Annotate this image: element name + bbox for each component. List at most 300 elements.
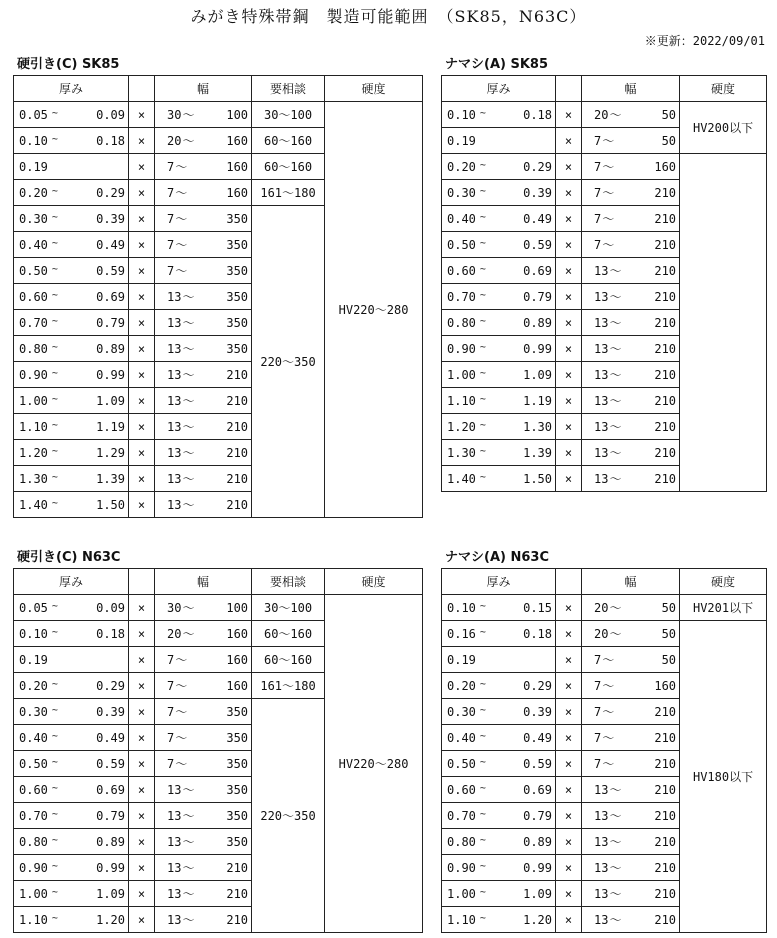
tilde-mark: ~ xyxy=(479,912,486,924)
thickness-range xyxy=(442,388,507,414)
width-range xyxy=(582,310,622,336)
thickness-from: 0.40 xyxy=(447,211,476,226)
width-range xyxy=(582,829,622,855)
thickness-from: 1.10 xyxy=(447,393,476,408)
width-range xyxy=(582,803,622,829)
width-to: 350 xyxy=(190,725,252,751)
width-to: 210 xyxy=(190,362,252,388)
width-to: 350 xyxy=(190,803,252,829)
width-from: 13 xyxy=(167,887,182,901)
thickness-range xyxy=(442,440,507,466)
thickness-range xyxy=(442,673,507,699)
tilde-mark: 〜 xyxy=(182,783,195,797)
times-sign: × xyxy=(129,466,155,492)
thickness-from: 0.90 xyxy=(19,860,48,875)
tilde-mark: ~ xyxy=(51,886,58,898)
tilde-mark: ~ xyxy=(51,341,58,353)
tilde-mark: 〜 xyxy=(175,653,188,667)
width-range xyxy=(155,284,195,310)
tilde-mark: ~ xyxy=(479,782,486,794)
thickness-to: 1.09 xyxy=(79,388,129,414)
thickness-range xyxy=(442,128,507,154)
tilde-mark: ~ xyxy=(51,211,58,223)
width-range xyxy=(155,310,195,336)
tilde-mark: ~ xyxy=(51,834,58,846)
thickness-to: 0.15 xyxy=(507,595,556,621)
width-range xyxy=(155,803,195,829)
width-to: 350 xyxy=(190,284,252,310)
thickness-from: 1.40 xyxy=(447,471,476,486)
width-to: 350 xyxy=(190,206,252,232)
tilde-mark: ~ xyxy=(479,886,486,898)
consult-range: 161〜180 xyxy=(252,673,325,699)
width-from: 13 xyxy=(594,783,609,797)
times-sign: × xyxy=(556,751,582,777)
tilde-mark: 〜 xyxy=(182,290,195,304)
width-range xyxy=(155,492,195,518)
tilde-mark: ~ xyxy=(479,289,486,301)
times-sign: × xyxy=(129,751,155,777)
thickness-range xyxy=(14,232,79,258)
width-from: 13 xyxy=(167,472,182,486)
width-range xyxy=(582,907,622,933)
thickness-to: 0.09 xyxy=(79,102,129,128)
times-sign: × xyxy=(129,206,155,232)
width-from: 7 xyxy=(167,705,175,719)
width-to: 160 xyxy=(190,673,252,699)
tilde-mark: 〜 xyxy=(175,160,188,174)
width-to: 350 xyxy=(190,336,252,362)
table-row xyxy=(442,621,767,647)
width-to: 210 xyxy=(190,440,252,466)
thickness-from: 0.05 xyxy=(19,107,48,122)
times-sign: × xyxy=(129,102,155,128)
tilde-mark: 〜 xyxy=(609,394,622,408)
times-sign: × xyxy=(556,621,582,647)
width-to: 350 xyxy=(190,751,252,777)
tilde-mark: 〜 xyxy=(609,446,622,460)
width-range xyxy=(155,751,190,777)
times-sign: × xyxy=(129,258,155,284)
thickness-range xyxy=(14,154,79,180)
thickness-to: 0.39 xyxy=(79,699,129,725)
table-row xyxy=(14,595,423,621)
header-hardness: 硬度 xyxy=(325,76,423,102)
thickness-from: 0.50 xyxy=(447,237,476,252)
times-sign: × xyxy=(129,180,155,206)
thickness-from: 1.40 xyxy=(19,497,48,512)
hardness-value: HV201以下 xyxy=(680,595,767,621)
thickness-range xyxy=(14,595,79,621)
width-to: 210 xyxy=(617,777,680,803)
updated-date: ※更新：2022/09/01 xyxy=(644,34,765,48)
times-sign: × xyxy=(556,803,582,829)
consult-range: 30〜100 xyxy=(252,595,325,621)
thickness-from: 0.60 xyxy=(447,782,476,797)
times-sign: × xyxy=(129,154,155,180)
times-sign: × xyxy=(556,414,582,440)
width-from: 13 xyxy=(167,783,182,797)
thickness-to: 0.89 xyxy=(79,336,129,362)
tilde-mark: ~ xyxy=(51,756,58,768)
width-from: 20 xyxy=(594,601,609,615)
header-thickness: 厚み xyxy=(14,76,129,102)
thickness-to: 1.30 xyxy=(507,414,556,440)
thickness-to: 0.29 xyxy=(507,673,556,699)
thickness-from: 0.90 xyxy=(19,367,48,382)
thickness-to: 1.09 xyxy=(79,881,129,907)
width-to: 210 xyxy=(617,180,680,206)
times-sign: × xyxy=(129,881,155,907)
width-to: 210 xyxy=(190,388,252,414)
tilde-mark: ~ xyxy=(479,211,486,223)
width-range xyxy=(155,621,195,647)
tilde-mark: 〜 xyxy=(609,368,622,382)
tilde-mark: 〜 xyxy=(175,186,188,200)
width-from: 13 xyxy=(594,368,609,382)
times-sign: × xyxy=(556,829,582,855)
times-sign: × xyxy=(556,310,582,336)
thickness-from: 0.70 xyxy=(19,808,48,823)
width-to: 210 xyxy=(617,440,680,466)
times-sign: × xyxy=(129,232,155,258)
width-from: 13 xyxy=(167,342,182,356)
thickness-to: 0.89 xyxy=(507,310,556,336)
thickness-to: 0.99 xyxy=(79,362,129,388)
thickness-range xyxy=(442,310,507,336)
times-sign: × xyxy=(129,595,155,621)
thickness-range xyxy=(14,777,79,803)
tilde-mark: ~ xyxy=(479,419,486,431)
tilde-mark: ~ xyxy=(479,704,486,716)
thickness-to: 1.19 xyxy=(507,388,556,414)
tilde-mark: ~ xyxy=(479,808,486,820)
thickness-to: 0.49 xyxy=(79,725,129,751)
tilde-mark: 〜 xyxy=(182,472,195,486)
tilde-mark: 〜 xyxy=(182,887,195,901)
times-sign: × xyxy=(556,232,582,258)
thickness-to: 1.20 xyxy=(507,907,556,933)
tilde-mark: 〜 xyxy=(602,160,615,174)
tilde-mark: ~ xyxy=(51,782,58,794)
width-from: 20 xyxy=(167,627,182,641)
times-sign: × xyxy=(129,284,155,310)
thickness-from: 0.60 xyxy=(19,289,48,304)
thickness-to: 0.59 xyxy=(79,751,129,777)
width-from: 7 xyxy=(594,238,602,252)
width-from: 7 xyxy=(594,160,602,174)
thickness-to: 0.59 xyxy=(79,258,129,284)
tilde-mark: 〜 xyxy=(182,861,195,875)
tilde-mark: ~ xyxy=(51,678,58,690)
header-width: 幅 xyxy=(582,76,680,102)
thickness-from: 0.90 xyxy=(447,341,476,356)
thickness-from: 1.20 xyxy=(19,445,48,460)
thickness-range xyxy=(14,647,79,673)
thickness-from: 0.40 xyxy=(19,730,48,745)
width-range xyxy=(155,206,190,232)
width-from: 13 xyxy=(594,809,609,823)
thickness-range xyxy=(442,102,507,128)
thickness-range xyxy=(14,673,79,699)
thickness-to: 0.18 xyxy=(507,621,556,647)
width-from: 13 xyxy=(594,835,609,849)
width-from: 13 xyxy=(594,472,609,486)
width-from: 7 xyxy=(167,186,175,200)
thickness-range xyxy=(442,180,507,206)
width-range xyxy=(582,232,617,258)
times-sign: × xyxy=(129,414,155,440)
thickness-range xyxy=(442,414,507,440)
tilde-mark: 〜 xyxy=(609,472,622,486)
thickness-from: 0.20 xyxy=(19,185,48,200)
section-heading: 硬引き(C) N63C xyxy=(17,550,121,565)
thickness-range xyxy=(14,881,79,907)
thickness-to: 0.99 xyxy=(507,855,556,881)
tilde-mark: ~ xyxy=(51,912,58,924)
width-from: 13 xyxy=(594,394,609,408)
width-to: 210 xyxy=(617,388,680,414)
thickness-to: 0.99 xyxy=(79,855,129,881)
width-from: 13 xyxy=(594,264,609,278)
times-sign: × xyxy=(556,881,582,907)
width-range xyxy=(155,232,190,258)
thickness-from: 0.19 xyxy=(19,652,48,667)
width-range xyxy=(582,388,622,414)
times-sign: × xyxy=(129,492,155,518)
thickness-from: 0.50 xyxy=(19,756,48,771)
tilde-mark: 〜 xyxy=(175,705,188,719)
thickness-to: 1.09 xyxy=(507,362,556,388)
tilde-mark: 〜 xyxy=(609,861,622,875)
tilde-mark: ~ xyxy=(479,445,486,457)
thickness-from: 0.10 xyxy=(447,600,476,615)
times-sign: × xyxy=(556,102,582,128)
thickness-to: 0.49 xyxy=(507,206,556,232)
width-to: 210 xyxy=(617,206,680,232)
thickness-from: 0.80 xyxy=(447,315,476,330)
width-to: 160 xyxy=(617,673,680,699)
tilde-mark: ~ xyxy=(479,730,486,742)
thickness-range xyxy=(14,440,79,466)
header-hardness: 硬度 xyxy=(325,569,423,595)
width-to: 210 xyxy=(190,492,252,518)
width-range xyxy=(155,258,190,284)
thickness-from: 1.00 xyxy=(19,393,48,408)
table-row xyxy=(442,102,767,128)
width-range xyxy=(155,725,190,751)
thickness-from: 0.90 xyxy=(447,860,476,875)
thickness-from: 0.40 xyxy=(447,730,476,745)
tilde-mark: 〜 xyxy=(602,679,615,693)
times-sign: × xyxy=(129,803,155,829)
thickness-from: 0.70 xyxy=(447,289,476,304)
tilde-mark: 〜 xyxy=(182,809,195,823)
times-sign: × xyxy=(556,440,582,466)
times-sign: × xyxy=(129,621,155,647)
width-range xyxy=(155,829,195,855)
tilde-mark: ~ xyxy=(479,860,486,872)
consult-range: 60〜160 xyxy=(252,621,325,647)
thickness-to: 1.09 xyxy=(507,881,556,907)
times-sign: × xyxy=(556,673,582,699)
thickness-to: 1.50 xyxy=(79,492,129,518)
width-from: 30 xyxy=(167,601,182,615)
thickness-to: 0.39 xyxy=(507,180,556,206)
times-sign: × xyxy=(556,180,582,206)
width-from: 7 xyxy=(167,679,175,693)
hardness-value: HV200以下 xyxy=(680,102,767,154)
width-from: 7 xyxy=(167,264,175,278)
times-sign: × xyxy=(129,362,155,388)
width-from: 30 xyxy=(167,108,182,122)
header-width: 幅 xyxy=(582,569,680,595)
thickness-range xyxy=(14,128,79,154)
width-to: 210 xyxy=(617,336,680,362)
thickness-from: 0.80 xyxy=(447,834,476,849)
width-range xyxy=(155,647,190,673)
thickness-range xyxy=(442,362,507,388)
times-sign: × xyxy=(556,258,582,284)
tilde-mark: ~ xyxy=(51,445,58,457)
tilde-mark: ~ xyxy=(51,808,58,820)
times-sign: × xyxy=(556,725,582,751)
thickness-from: 0.60 xyxy=(447,263,476,278)
width-to: 210 xyxy=(617,258,680,284)
thickness-from: 0.30 xyxy=(447,704,476,719)
table-row xyxy=(442,595,767,621)
times-sign: × xyxy=(129,725,155,751)
width-range xyxy=(582,414,622,440)
width-from: 13 xyxy=(594,316,609,330)
tilde-mark: 〜 xyxy=(602,731,615,745)
width-range xyxy=(582,362,622,388)
thickness-from: 1.10 xyxy=(19,419,48,434)
tilde-mark: 〜 xyxy=(182,316,195,330)
thickness-from: 0.10 xyxy=(19,626,48,641)
width-from: 13 xyxy=(167,420,182,434)
times-sign: × xyxy=(129,699,155,725)
thickness-from: 0.16 xyxy=(447,626,476,641)
times-sign: × xyxy=(556,595,582,621)
times-sign: × xyxy=(129,310,155,336)
header-width: 幅 xyxy=(155,76,252,102)
width-to: 50 xyxy=(617,621,680,647)
thickness-from: 0.50 xyxy=(19,263,48,278)
times-sign: × xyxy=(129,440,155,466)
tilde-mark: 〜 xyxy=(175,212,188,226)
thickness-range xyxy=(14,362,79,388)
tilde-mark: ~ xyxy=(51,419,58,431)
tilde-mark: ~ xyxy=(479,471,486,483)
thickness-to: 0.18 xyxy=(79,128,129,154)
hardness-value: HV180以下 xyxy=(680,621,767,933)
consult-range: 220〜350 xyxy=(252,206,325,518)
thickness-to: 0.79 xyxy=(507,803,556,829)
thickness-to: 0.79 xyxy=(507,284,556,310)
thickness-range xyxy=(442,751,507,777)
width-from: 7 xyxy=(167,238,175,252)
thickness-range xyxy=(14,258,79,284)
thickness-to xyxy=(507,128,556,154)
tilde-mark: 〜 xyxy=(609,601,622,615)
tilde-mark: 〜 xyxy=(609,420,622,434)
thickness-from: 1.00 xyxy=(447,367,476,382)
width-range xyxy=(582,102,622,128)
thickness-to xyxy=(507,647,556,673)
tilde-mark: 〜 xyxy=(609,835,622,849)
tilde-mark: ~ xyxy=(479,107,486,119)
tilde-mark: ~ xyxy=(51,315,58,327)
tilde-mark: ~ xyxy=(51,289,58,301)
width-range xyxy=(155,362,195,388)
width-from: 13 xyxy=(167,861,182,875)
times-sign: × xyxy=(556,907,582,933)
thickness-to: 1.50 xyxy=(507,466,556,492)
thickness-range xyxy=(14,855,79,881)
width-to: 100 xyxy=(190,102,252,128)
width-to: 210 xyxy=(617,725,680,751)
thickness-to: 0.49 xyxy=(507,725,556,751)
width-to: 50 xyxy=(617,595,680,621)
width-range xyxy=(155,466,195,492)
thickness-range xyxy=(14,751,79,777)
thickness-from: 0.40 xyxy=(19,237,48,252)
times-sign: × xyxy=(129,673,155,699)
width-from: 13 xyxy=(167,835,182,849)
width-from: 7 xyxy=(594,705,602,719)
thickness-range xyxy=(14,725,79,751)
thickness-range xyxy=(14,388,79,414)
times-sign: × xyxy=(556,336,582,362)
header-thickness: 厚み xyxy=(14,569,129,595)
width-from: 13 xyxy=(594,861,609,875)
thickness-to: 0.69 xyxy=(507,777,556,803)
tilde-mark: ~ xyxy=(51,393,58,405)
tilde-mark: 〜 xyxy=(182,498,195,512)
width-to: 210 xyxy=(617,362,680,388)
tilde-mark: ~ xyxy=(479,185,486,197)
tilde-mark: 〜 xyxy=(609,342,622,356)
tilde-mark: ~ xyxy=(51,367,58,379)
width-range xyxy=(582,647,617,673)
tilde-mark: ~ xyxy=(479,393,486,405)
width-to: 210 xyxy=(190,466,252,492)
table-row xyxy=(14,102,423,128)
tilde-mark: 〜 xyxy=(609,809,622,823)
thickness-range xyxy=(442,907,507,933)
thickness-range xyxy=(14,180,79,206)
thickness-range xyxy=(442,206,507,232)
thickness-range xyxy=(442,466,507,492)
times-sign: × xyxy=(556,777,582,803)
header-thickness: 厚み xyxy=(442,569,556,595)
spec-table-anneal-sk85 xyxy=(441,75,767,492)
thickness-range xyxy=(14,310,79,336)
thickness-to: 0.59 xyxy=(507,232,556,258)
width-range xyxy=(155,673,190,699)
thickness-from: 0.60 xyxy=(19,782,48,797)
thickness-from: 0.80 xyxy=(19,341,48,356)
width-from: 13 xyxy=(167,913,182,927)
width-range xyxy=(582,621,622,647)
thickness-range xyxy=(14,284,79,310)
tilde-mark: ~ xyxy=(479,237,486,249)
table-row xyxy=(442,154,767,180)
thickness-to xyxy=(79,154,129,180)
thickness-from: 1.30 xyxy=(447,445,476,460)
thickness-from: 1.10 xyxy=(19,912,48,927)
